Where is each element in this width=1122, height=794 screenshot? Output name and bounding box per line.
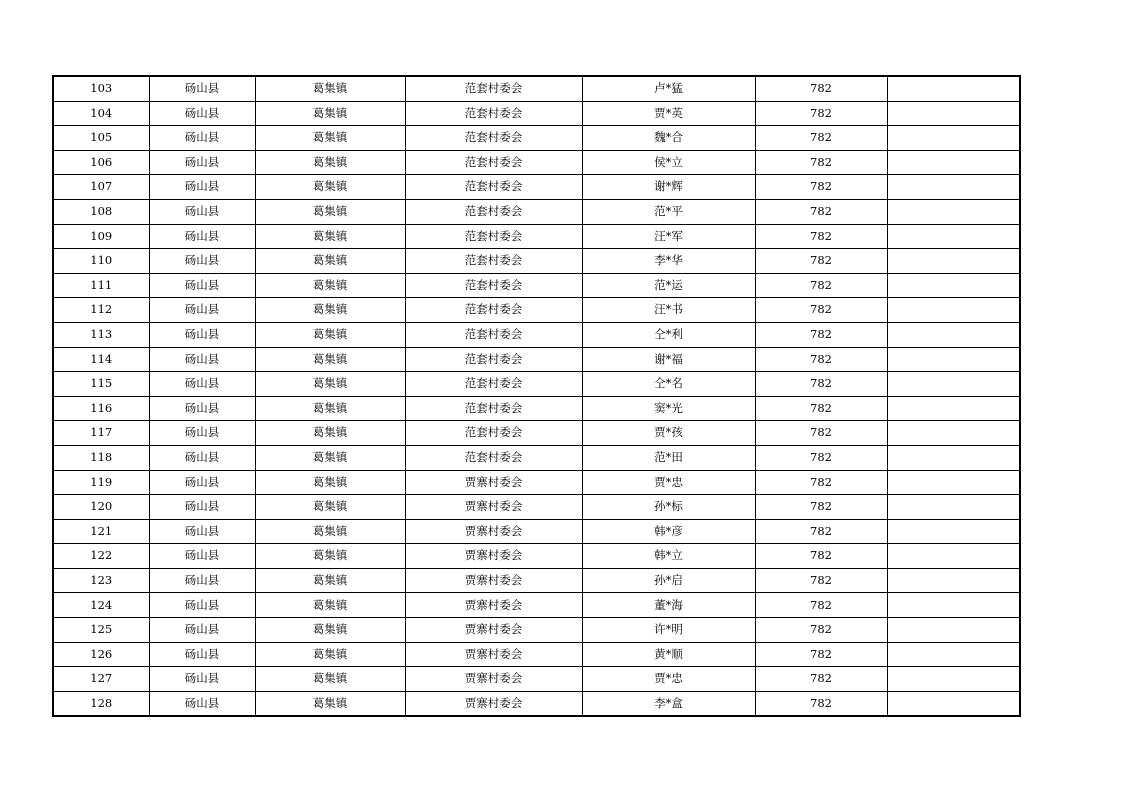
- person-name-cell: 李*华: [582, 249, 755, 274]
- village-committee-cell: 贾寨村委会: [405, 618, 582, 643]
- record-table-body: [53, 76, 1020, 716]
- note-cell: [887, 618, 1020, 643]
- table-row: [53, 322, 1020, 347]
- row-number-cell: 126: [53, 642, 149, 667]
- table-row: [53, 396, 1020, 421]
- county-cell: 砀山县: [149, 445, 255, 470]
- note-cell: [887, 249, 1020, 274]
- table-row: [53, 199, 1020, 224]
- amount-cell: 782: [755, 544, 887, 569]
- amount-cell: 782: [755, 495, 887, 520]
- table-row: [53, 470, 1020, 495]
- county-cell: 砀山县: [149, 249, 255, 274]
- county-cell: 砀山县: [149, 101, 255, 126]
- village-committee-cell: 贾寨村委会: [405, 519, 582, 544]
- county-cell: 砀山县: [149, 347, 255, 372]
- table-row: [53, 519, 1020, 544]
- table-row: [53, 593, 1020, 618]
- table-row: [53, 421, 1020, 446]
- village-committee-cell: 范套村委会: [405, 126, 582, 151]
- table-row: [53, 298, 1020, 323]
- town-cell: 葛集镇: [255, 495, 405, 520]
- town-cell: 葛集镇: [255, 667, 405, 692]
- amount-cell: 782: [755, 396, 887, 421]
- village-committee-cell: 范套村委会: [405, 396, 582, 421]
- table-row: [53, 642, 1020, 667]
- county-cell: 砀山县: [149, 224, 255, 249]
- person-name-cell: 谢*福: [582, 347, 755, 372]
- amount-cell: 782: [755, 568, 887, 593]
- town-cell: 葛集镇: [255, 298, 405, 323]
- town-cell: 葛集镇: [255, 199, 405, 224]
- table-row: [53, 445, 1020, 470]
- person-name-cell: 范*平: [582, 199, 755, 224]
- town-cell: 葛集镇: [255, 175, 405, 200]
- note-cell: [887, 199, 1020, 224]
- town-cell: 葛集镇: [255, 322, 405, 347]
- amount-cell: 782: [755, 618, 887, 643]
- town-cell: 葛集镇: [255, 273, 405, 298]
- person-name-cell: 谢*辉: [582, 175, 755, 200]
- person-name-cell: 韩*立: [582, 544, 755, 569]
- row-number-cell: 123: [53, 568, 149, 593]
- person-name-cell: 贾*忠: [582, 470, 755, 495]
- table-row: [53, 667, 1020, 692]
- village-committee-cell: 范套村委会: [405, 175, 582, 200]
- note-cell: [887, 101, 1020, 126]
- row-number-cell: 117: [53, 421, 149, 446]
- note-cell: [887, 273, 1020, 298]
- county-cell: 砀山县: [149, 421, 255, 446]
- person-name-cell: 韩*彦: [582, 519, 755, 544]
- village-committee-cell: 范套村委会: [405, 298, 582, 323]
- person-name-cell: 范*运: [582, 273, 755, 298]
- village-committee-cell: 贾寨村委会: [405, 470, 582, 495]
- person-name-cell: 黄*顺: [582, 642, 755, 667]
- amount-cell: 782: [755, 199, 887, 224]
- town-cell: 葛集镇: [255, 691, 405, 716]
- village-committee-cell: 范套村委会: [405, 445, 582, 470]
- village-committee-cell: 范套村委会: [405, 224, 582, 249]
- town-cell: 葛集镇: [255, 568, 405, 593]
- amount-cell: 782: [755, 470, 887, 495]
- county-cell: 砀山县: [149, 273, 255, 298]
- town-cell: 葛集镇: [255, 470, 405, 495]
- county-cell: 砀山县: [149, 199, 255, 224]
- village-committee-cell: 贾寨村委会: [405, 691, 582, 716]
- table-row: [53, 101, 1020, 126]
- row-number-cell: 125: [53, 618, 149, 643]
- note-cell: [887, 667, 1020, 692]
- town-cell: 葛集镇: [255, 126, 405, 151]
- row-number-cell: 115: [53, 372, 149, 397]
- amount-cell: 782: [755, 519, 887, 544]
- county-cell: 砀山县: [149, 495, 255, 520]
- note-cell: [887, 298, 1020, 323]
- town-cell: 葛集镇: [255, 76, 405, 101]
- county-cell: 砀山县: [149, 298, 255, 323]
- village-committee-cell: 范套村委会: [405, 199, 582, 224]
- amount-cell: 782: [755, 691, 887, 716]
- table-row: [53, 691, 1020, 716]
- amount-cell: 782: [755, 298, 887, 323]
- table-row: [53, 249, 1020, 274]
- amount-cell: 782: [755, 445, 887, 470]
- note-cell: [887, 642, 1020, 667]
- village-committee-cell: 范套村委会: [405, 150, 582, 175]
- row-number-cell: 124: [53, 593, 149, 618]
- table-row: [53, 175, 1020, 200]
- row-number-cell: 108: [53, 199, 149, 224]
- table-row: [53, 372, 1020, 397]
- town-cell: 葛集镇: [255, 642, 405, 667]
- county-cell: 砀山县: [149, 593, 255, 618]
- person-name-cell: 侯*立: [582, 150, 755, 175]
- village-committee-cell: 贾寨村委会: [405, 667, 582, 692]
- amount-cell: 782: [755, 421, 887, 446]
- amount-cell: 782: [755, 322, 887, 347]
- note-cell: [887, 372, 1020, 397]
- village-committee-cell: 范套村委会: [405, 76, 582, 101]
- person-name-cell: 贾*孩: [582, 421, 755, 446]
- note-cell: [887, 519, 1020, 544]
- town-cell: 葛集镇: [255, 421, 405, 446]
- row-number-cell: 106: [53, 150, 149, 175]
- person-name-cell: 范*田: [582, 445, 755, 470]
- person-name-cell: 魏*合: [582, 126, 755, 151]
- amount-cell: 782: [755, 273, 887, 298]
- record-table: [52, 75, 1021, 717]
- amount-cell: 782: [755, 642, 887, 667]
- town-cell: 葛集镇: [255, 101, 405, 126]
- village-committee-cell: 范套村委会: [405, 101, 582, 126]
- person-name-cell: 汪*军: [582, 224, 755, 249]
- person-name-cell: 孙*启: [582, 568, 755, 593]
- note-cell: [887, 544, 1020, 569]
- village-committee-cell: 范套村委会: [405, 249, 582, 274]
- county-cell: 砀山县: [149, 322, 255, 347]
- note-cell: [887, 76, 1020, 101]
- note-cell: [887, 691, 1020, 716]
- amount-cell: 782: [755, 224, 887, 249]
- amount-cell: 782: [755, 347, 887, 372]
- table-row: [53, 224, 1020, 249]
- person-name-cell: 孙*标: [582, 495, 755, 520]
- county-cell: 砀山县: [149, 691, 255, 716]
- county-cell: 砀山县: [149, 568, 255, 593]
- note-cell: [887, 175, 1020, 200]
- note-cell: [887, 396, 1020, 421]
- town-cell: 葛集镇: [255, 544, 405, 569]
- row-number-cell: 103: [53, 76, 149, 101]
- row-number-cell: 113: [53, 322, 149, 347]
- row-number-cell: 104: [53, 101, 149, 126]
- note-cell: [887, 421, 1020, 446]
- row-number-cell: 111: [53, 273, 149, 298]
- amount-cell: 782: [755, 150, 887, 175]
- table-row: [53, 347, 1020, 372]
- person-name-cell: 窦*光: [582, 396, 755, 421]
- county-cell: 砀山县: [149, 519, 255, 544]
- county-cell: 砀山县: [149, 76, 255, 101]
- note-cell: [887, 470, 1020, 495]
- village-committee-cell: 范套村委会: [405, 347, 582, 372]
- amount-cell: 782: [755, 593, 887, 618]
- row-number-cell: 109: [53, 224, 149, 249]
- person-name-cell: 仝*利: [582, 322, 755, 347]
- note-cell: [887, 150, 1020, 175]
- county-cell: 砀山县: [149, 618, 255, 643]
- town-cell: 葛集镇: [255, 445, 405, 470]
- person-name-cell: 卢*猛: [582, 76, 755, 101]
- note-cell: [887, 126, 1020, 151]
- note-cell: [887, 593, 1020, 618]
- row-number-cell: 119: [53, 470, 149, 495]
- row-number-cell: 110: [53, 249, 149, 274]
- amount-cell: 782: [755, 126, 887, 151]
- note-cell: [887, 322, 1020, 347]
- town-cell: 葛集镇: [255, 150, 405, 175]
- note-cell: [887, 445, 1020, 470]
- amount-cell: 782: [755, 101, 887, 126]
- row-number-cell: 120: [53, 495, 149, 520]
- county-cell: 砀山县: [149, 544, 255, 569]
- town-cell: 葛集镇: [255, 519, 405, 544]
- row-number-cell: 112: [53, 298, 149, 323]
- amount-cell: 782: [755, 667, 887, 692]
- table-row: [53, 76, 1020, 101]
- county-cell: 砀山县: [149, 470, 255, 495]
- county-cell: 砀山县: [149, 396, 255, 421]
- person-name-cell: 贾*忠: [582, 667, 755, 692]
- person-name-cell: 李*盒: [582, 691, 755, 716]
- note-cell: [887, 347, 1020, 372]
- amount-cell: 782: [755, 175, 887, 200]
- table-row: [53, 618, 1020, 643]
- amount-cell: 782: [755, 76, 887, 101]
- village-committee-cell: 贾寨村委会: [405, 495, 582, 520]
- village-committee-cell: 贾寨村委会: [405, 593, 582, 618]
- town-cell: 葛集镇: [255, 593, 405, 618]
- town-cell: 葛集镇: [255, 347, 405, 372]
- row-number-cell: 118: [53, 445, 149, 470]
- row-number-cell: 128: [53, 691, 149, 716]
- village-committee-cell: 范套村委会: [405, 372, 582, 397]
- table-row: [53, 568, 1020, 593]
- county-cell: 砀山县: [149, 150, 255, 175]
- town-cell: 葛集镇: [255, 372, 405, 397]
- table-row: [53, 495, 1020, 520]
- row-number-cell: 107: [53, 175, 149, 200]
- note-cell: [887, 224, 1020, 249]
- note-cell: [887, 495, 1020, 520]
- village-committee-cell: 范套村委会: [405, 421, 582, 446]
- person-name-cell: 董*海: [582, 593, 755, 618]
- table-row: [53, 150, 1020, 175]
- row-number-cell: 114: [53, 347, 149, 372]
- person-name-cell: 仝*名: [582, 372, 755, 397]
- amount-cell: 782: [755, 372, 887, 397]
- note-cell: [887, 568, 1020, 593]
- row-number-cell: 127: [53, 667, 149, 692]
- row-number-cell: 105: [53, 126, 149, 151]
- county-cell: 砀山县: [149, 175, 255, 200]
- table-row: [53, 544, 1020, 569]
- village-committee-cell: 范套村委会: [405, 273, 582, 298]
- village-committee-cell: 范套村委会: [405, 322, 582, 347]
- town-cell: 葛集镇: [255, 249, 405, 274]
- village-committee-cell: 贾寨村委会: [405, 568, 582, 593]
- person-name-cell: 汪*书: [582, 298, 755, 323]
- row-number-cell: 116: [53, 396, 149, 421]
- row-number-cell: 122: [53, 544, 149, 569]
- table-row: [53, 126, 1020, 151]
- town-cell: 葛集镇: [255, 224, 405, 249]
- county-cell: 砀山县: [149, 642, 255, 667]
- person-name-cell: 许*明: [582, 618, 755, 643]
- village-committee-cell: 贾寨村委会: [405, 544, 582, 569]
- person-name-cell: 贾*英: [582, 101, 755, 126]
- table-row: [53, 273, 1020, 298]
- village-committee-cell: 贾寨村委会: [405, 642, 582, 667]
- county-cell: 砀山县: [149, 667, 255, 692]
- row-number-cell: 121: [53, 519, 149, 544]
- county-cell: 砀山县: [149, 372, 255, 397]
- town-cell: 葛集镇: [255, 396, 405, 421]
- town-cell: 葛集镇: [255, 618, 405, 643]
- county-cell: 砀山县: [149, 126, 255, 151]
- amount-cell: 782: [755, 249, 887, 274]
